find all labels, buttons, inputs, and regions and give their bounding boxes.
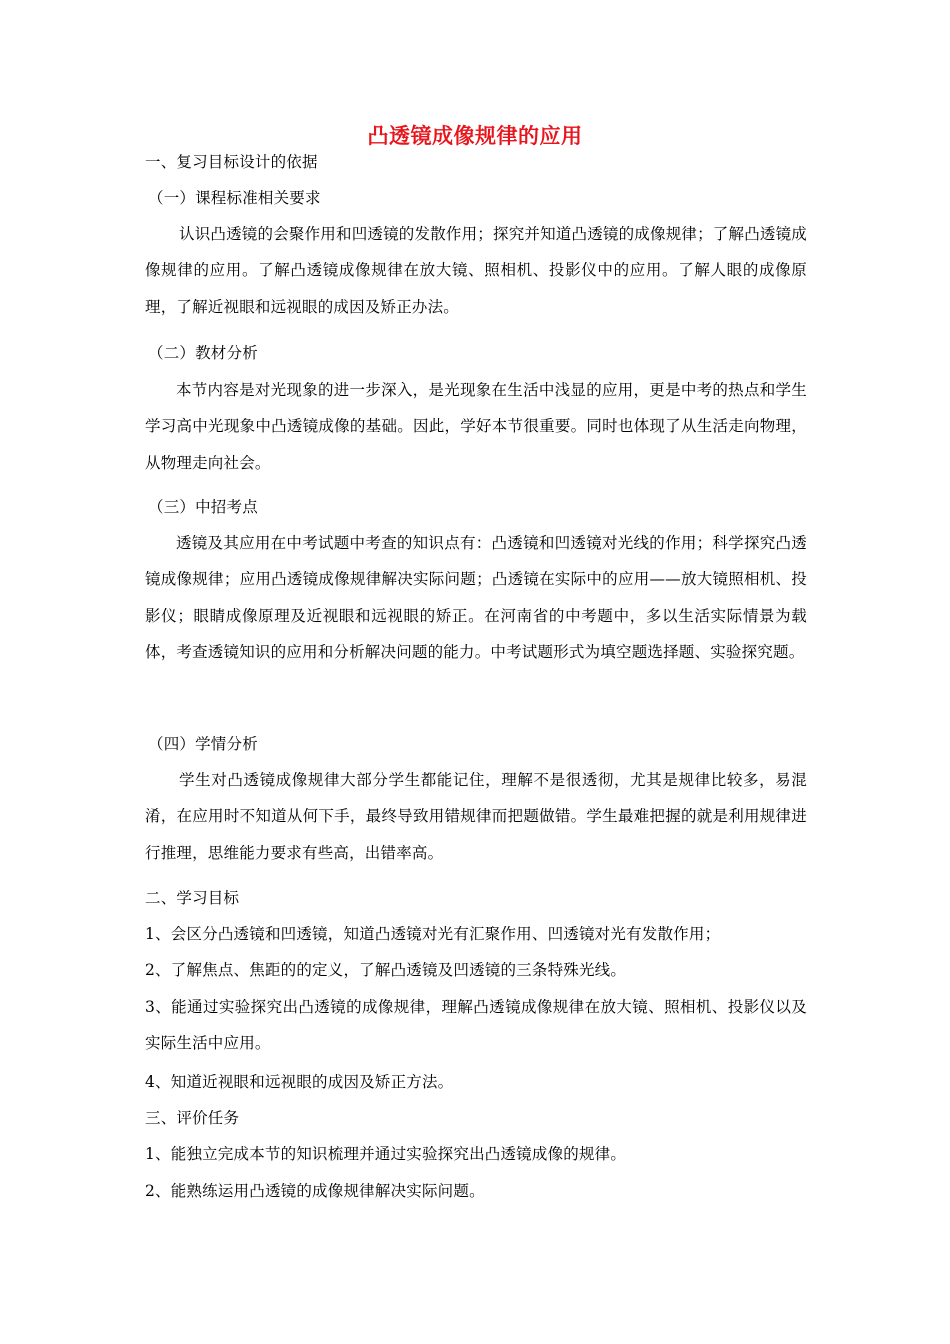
paragraph-exam-points: 透镜及其应用在中考试题中考查的知识点有：凸透镜和凹透镜对光线的作用；科学探究凸透镜成像规律；应用凸透镜成像规律解决实际问题；凸透镜在实际中的应用——放大镜照相机、投影仪；眼睛成像原理及近视眼和远视眼的矫正。在河南省的中考题中，多以生活实际情景为载体，考查透镜知识的应用和分析解决问题的能力。中考试题形式为填空题选择题、实验探究题。 (145, 534, 807, 662)
document-title: 凸透镜成像规律的应用 (367, 123, 583, 148)
paragraph-textbook: 本节内容是对光现象的进一步深入，是光现象在生活中浅显的应用，更是中考的热点和学生学习高中光现象中凸透镜成像的基础。因此，学好本节很重要。同时也体现了从生活走向物理，从物理走向社会。 (145, 381, 807, 472)
subsection-heading-student-analysis: （四）学情分析 (148, 735, 258, 753)
objective-item-3: 3、能通过实验探究出凸透镜的成像规律，理解凸透镜成像规律在放大镜、照相机、投影仪以及实际生活中应用。 (145, 998, 807, 1053)
section-heading-3: 三、评价任务 (145, 1109, 240, 1127)
subsection-heading-textbook: （二）教材分析 (148, 344, 258, 362)
objective-item-1: 1、会区分凸透镜和凹透镜，知道凸透镜对光有汇聚作用、凹透镜对光有发散作用； (145, 925, 721, 943)
subsection-heading-curriculum: （一）课程标准相关要求 (148, 189, 321, 207)
paragraph-student-analysis: 学生对凸透镜成像规律大部分学生都能记住，理解不是很透彻，尤其是规律比较多，易混淆，在应用时不知道从何下手，最终导致用错规律而把题做错。学生最难把握的就是利用规律进行推理，思维能力要求有些高，出错率高。 (145, 771, 807, 862)
objective-item-2: 2、了解焦点、焦距的的定义，了解凸透镜及凹透镜的三条特殊光线。 (145, 961, 627, 979)
section-heading-1: 一、复习目标设计的依据 (145, 153, 318, 171)
evaluation-item-1: 1、能独立完成本节的知识梳理并通过实验探究出凸透镜成像的规律。 (145, 1145, 627, 1163)
evaluation-item-2: 2、能熟练运用凸透镜的成像规律解决实际问题。 (145, 1182, 485, 1200)
section-heading-2: 二、学习目标 (145, 889, 240, 907)
subsection-heading-exam-points: （三）中招考点 (148, 498, 258, 516)
paragraph-curriculum: 认识凸透镜的会聚作用和凹透镜的发散作用；探究并知道凸透镜的成像规律；了解凸透镜成像规律的应用。了解凸透镜成像规律在放大镜、照相机、投影仪中的应用。了解人眼的成像原理，了解近视眼和远视眼的成因及矫正办法。 (145, 225, 808, 316)
objective-item-4: 4、知道近视眼和远视眼的成因及矫正方法。 (145, 1073, 454, 1091)
